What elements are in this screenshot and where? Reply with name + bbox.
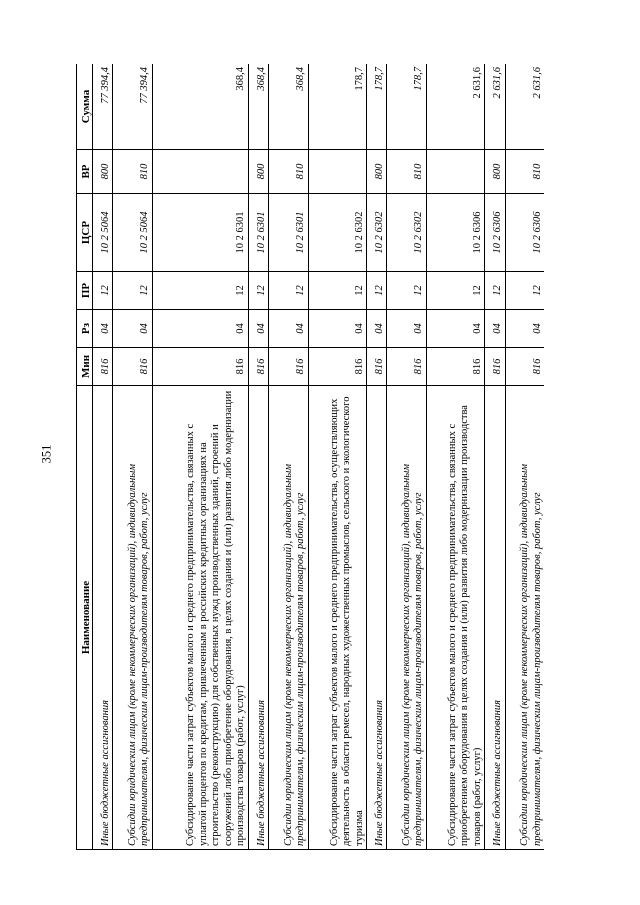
cell-min: 816 [152,348,248,386]
cell-csr: 10 2 6306 [505,194,544,272]
col-header-vr: ВР [77,150,93,194]
cell-vr [308,150,366,194]
cell-name: Субсидии юридическим лицам (кроме некоммерческих организаций), индивидуальным предпринимателям, физическим лицам-производителям товаров, работ, услуг [505,386,544,850]
cell-rz: 04 [93,310,113,348]
cell-vr [426,150,484,194]
cell-vr: 800 [485,150,505,194]
cell-min: 816 [308,348,366,386]
cell-pr: 12 [308,272,366,310]
col-header-name: Наименование [77,386,93,850]
cell-min: 816 [269,348,308,386]
cell-vr [152,150,248,194]
cell-min: 816 [426,348,484,386]
cell-rz: 04 [485,310,505,348]
cell-name: Субсидирование части затрат субъектов малого и среднего предпринимательства, связанных с уплатой процентов по кредитам, привлеченным в российских кредитных организациях на строительство (реконструкцию) для собственных нужд производственных зданий, строений и сооружений либо приобретение оборудования, в целях создания и (или) развития либо модернизации производства товаров (работ, услуг) [152,386,248,850]
cell-name: Иные бюджетные ассигнования [93,386,113,850]
cell-sum: 2 631,6 [426,64,484,150]
cell-pr: 12 [248,272,268,310]
col-header-csr: ЦСР [77,194,93,272]
cell-sum: 368,4 [152,64,248,150]
cell-name: Субсидии юридическим лицам (кроме некоммерческих организаций), индивидуальным предпринимателям, физическим лицам-производителям товаров, работ, услуг [113,386,152,850]
cell-vr: 800 [367,150,387,194]
cell-pr: 12 [485,272,505,310]
cell-rz: 04 [308,310,366,348]
cell-min: 816 [113,348,152,386]
page-number [40,445,54,463]
cell-csr: 10 2 6302 [387,194,426,272]
cell-name: Субсидии юридическим лицам (кроме некоммерческих организаций), индивидуальным предпринимателям, физическим лицам-производителям товаров, работ, услуг [269,386,308,850]
col-header-rz: Рз [77,310,93,348]
cell-rz: 04 [505,310,544,348]
cell-rz: 04 [152,310,248,348]
table-row [152,64,248,850]
cell-csr: 10 2 6301 [152,194,248,272]
table-row [426,64,484,850]
cell-vr: 810 [113,150,152,194]
table-row [505,64,544,850]
cell-csr: 10 2 6301 [248,194,268,272]
cell-name: Субсидирование части затрат субъектов малого и среднего предпринимательства, осуществляющих деятельность в области ремесел, народных художественных промыслов, сельского и экологического туризма [308,386,366,850]
cell-csr: 10 2 6306 [426,194,484,272]
cell-vr: 800 [248,150,268,194]
cell-vr: 810 [269,150,308,194]
cell-csr: 10 2 5064 [113,194,152,272]
cell-pr: 12 [152,272,248,310]
table-row [367,64,387,850]
cell-pr: 12 [93,272,113,310]
cell-rz: 04 [387,310,426,348]
cell-min: 816 [505,348,544,386]
cell-rz: 04 [426,310,484,348]
cell-name: Иные бюджетные ассигнования [367,386,387,850]
cell-rz: 04 [248,310,268,348]
table-row [113,64,152,850]
table-frame [75,64,544,850]
cell-pr: 12 [426,272,484,310]
cell-name: Иные бюджетные ассигнования [248,386,268,850]
cell-rz: 04 [269,310,308,348]
page-number-text: 351 [39,444,54,464]
table-row [248,64,268,850]
cell-csr: 10 2 6306 [485,194,505,272]
col-header-min: Мин [77,348,93,386]
cell-pr: 12 [367,272,387,310]
cell-name: Субсидирование части затрат субъектов малого и среднего предпринимательства, связанных с приобретением оборудования в целях создания и (или) развития либо модернизации производства товаров (работ, услуг) [426,386,484,850]
cell-sum: 178,7 [367,64,387,150]
cell-sum: 77 394,4 [113,64,152,150]
cell-csr: 10 2 6302 [308,194,366,272]
col-header-sum: Сумма [77,64,93,150]
cell-rz: 04 [113,310,152,348]
cell-csr: 10 2 6302 [367,194,387,272]
budget-table [76,64,544,850]
cell-csr: 10 2 6301 [269,194,308,272]
cell-min: 816 [248,348,268,386]
cell-sum: 178,7 [387,64,426,150]
cell-pr: 12 [387,272,426,310]
cell-sum: 77 394,4 [93,64,113,150]
col-header-pr: ПР [77,272,93,310]
table-row [308,64,366,850]
table-row [485,64,505,850]
table-row [93,64,113,850]
cell-vr: 810 [387,150,426,194]
cell-min: 816 [367,348,387,386]
cell-rz: 04 [367,310,387,348]
cell-min: 816 [93,348,113,386]
cell-min: 816 [485,348,505,386]
header-row [77,64,93,850]
table-row [269,64,308,850]
cell-pr: 12 [269,272,308,310]
cell-sum: 368,4 [269,64,308,150]
cell-csr: 10 2 5064 [93,194,113,272]
cell-sum: 178,7 [308,64,366,150]
cell-sum: 2 631,6 [485,64,505,150]
cell-vr: 810 [505,150,544,194]
cell-min: 816 [387,348,426,386]
cell-vr: 800 [93,150,113,194]
table-row [387,64,426,850]
cell-pr: 12 [113,272,152,310]
cell-sum: 368,4 [248,64,268,150]
cell-sum: 2 631,6 [505,64,544,150]
cell-name: Субсидии юридическим лицам (кроме некоммерческих организаций), индивидуальным предпринимателям, физическим лицам-производителям товаров, работ, услуг [387,386,426,850]
cell-name: Иные бюджетные ассигнования [485,386,505,850]
cell-pr: 12 [505,272,544,310]
